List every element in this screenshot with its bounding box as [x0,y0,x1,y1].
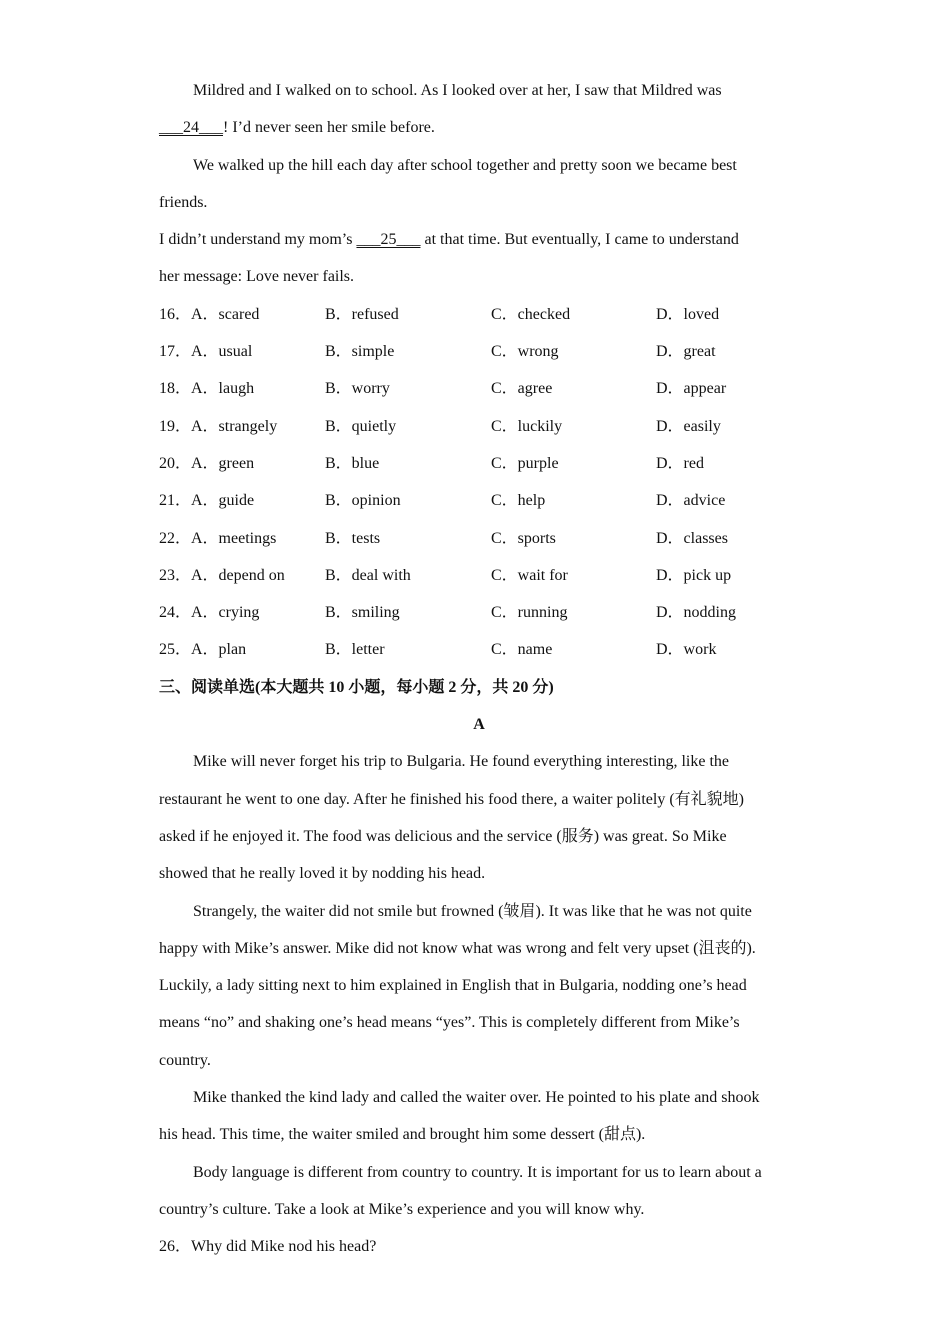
option-c: C．wrong [491,343,559,361]
passage-line: her message: Love never fails. [159,268,355,286]
option-d: D．advice [656,492,726,510]
passage-text: I didn’t understand my mom’s [159,231,357,249]
question-row [159,482,799,519]
option-b: B．smiling [325,604,400,622]
option-a: 25．A．plan [159,641,247,659]
option-a: 19．A．strangely [159,417,278,435]
question-row [159,520,799,557]
option-c: C．luckily [491,417,563,435]
reading-line: asked if he enjoyed it. The food was delicious and the service (服务) was great. So Mike [159,827,727,845]
question-row [159,370,799,407]
question-row [159,445,799,482]
option-d: D．red [656,454,704,472]
option-b: B．worry [325,380,390,398]
option-a: 20．A．green [159,454,255,472]
reading-line: means “no” and shaking one’s head means “yes”. This is completely different from Mike’s [159,1014,740,1032]
reading-passage [159,743,799,1228]
reading-line: Mike thanked the kind lady and called the waiter over. He pointed to his plate and shook [193,1089,760,1107]
option-c: C．checked [491,305,571,323]
question-row [159,333,799,370]
option-a: 21．A．guide [159,492,255,510]
option-d: D．appear [656,380,727,398]
option-d: D．classes [656,529,728,547]
reading-line: Luckily, a lady sitting next to him explained in English that in Bulgaria, nodding one’s head [159,977,747,995]
reading-line: Strangely, the waiter did not smile but frowned (皱眉). It was like that he was not quite [193,902,752,920]
question-row [159,594,799,631]
section-title: 三、阅读单选(本大题共 10 小题，每小题 2 分，共 20 分) [159,678,554,696]
option-b: B．tests [325,529,381,547]
passage-line [159,221,799,258]
option-a: 24．A．crying [159,604,260,622]
option-a: 18．A．laugh [159,380,255,398]
option-a: 17．A．usual [159,343,253,361]
answer-blank-24: ___24___ [159,119,223,137]
option-b: B．letter [325,641,385,659]
reading-line: happy with Mike’s answer. Mike did not know what was wrong and felt very upset (沮丧的). [159,939,756,957]
question-26: 26．Why did Mike nod his head? [159,1238,377,1256]
option-d: D．loved [656,305,720,323]
option-b: B．opinion [325,492,401,510]
option-d: D．pick up [656,566,732,584]
reading-line: restaurant he went to one day. After he finished his food there, a waiter politely (有礼貌地) [159,790,745,808]
option-b: B．simple [325,343,395,361]
option-b: B．refused [325,305,399,323]
option-c: C．help [491,492,546,510]
passage-text: ! I’d never seen her smile before. [223,119,435,137]
option-c: C．agree [491,380,553,398]
option-d: D．great [656,343,716,361]
question-row [159,631,799,668]
option-c: C．sports [491,529,556,547]
reading-line: Mike will never forget his trip to Bulgaria. He found everything interesting, like the [193,753,730,771]
passage-line [159,109,799,146]
option-b: B．quietly [325,417,397,435]
option-a: 23．A．depend on [159,566,285,584]
option-d: D．work [656,641,717,659]
option-c: C．running [491,604,568,622]
question-row [159,557,799,594]
passage-text: at that time. But eventually, I came to understand [420,231,739,249]
passage-line: friends. [159,193,208,211]
option-c: C．name [491,641,553,659]
passage-line: We walked up the hill each day after school together and pretty soon we became best [193,156,737,174]
option-a: 16．A．scared [159,305,260,323]
option-b: B．blue [325,454,380,472]
reading-line: Body language is different from country to country. It is important for us to learn about a [193,1163,762,1181]
passage-label: A [473,716,485,734]
reading-line: his head. This time, the waiter smiled and brought him some dessert (甜点). [159,1126,646,1144]
exam-page [159,72,799,1266]
option-d: D．nodding [656,604,737,622]
question-row [159,296,799,333]
answer-blank-25: ___25___ [356,231,421,249]
reading-line: country. [159,1051,211,1069]
question-list [159,296,799,669]
reading-line: showed that he really loved it by nodding his head. [159,865,486,883]
reading-line: country’s culture. Take a look at Mike’s experience and you will know why. [159,1200,645,1218]
option-c: C．wait for [491,566,568,584]
option-a: 22．A．meetings [159,529,277,547]
question-row [159,408,799,445]
option-c: C．purple [491,454,559,472]
passage-line: Mildred and I walked on to school. As I looked over at her, I saw that Mildred was [193,82,722,99]
option-d: D．easily [656,417,721,435]
option-b: B．deal with [325,566,411,584]
